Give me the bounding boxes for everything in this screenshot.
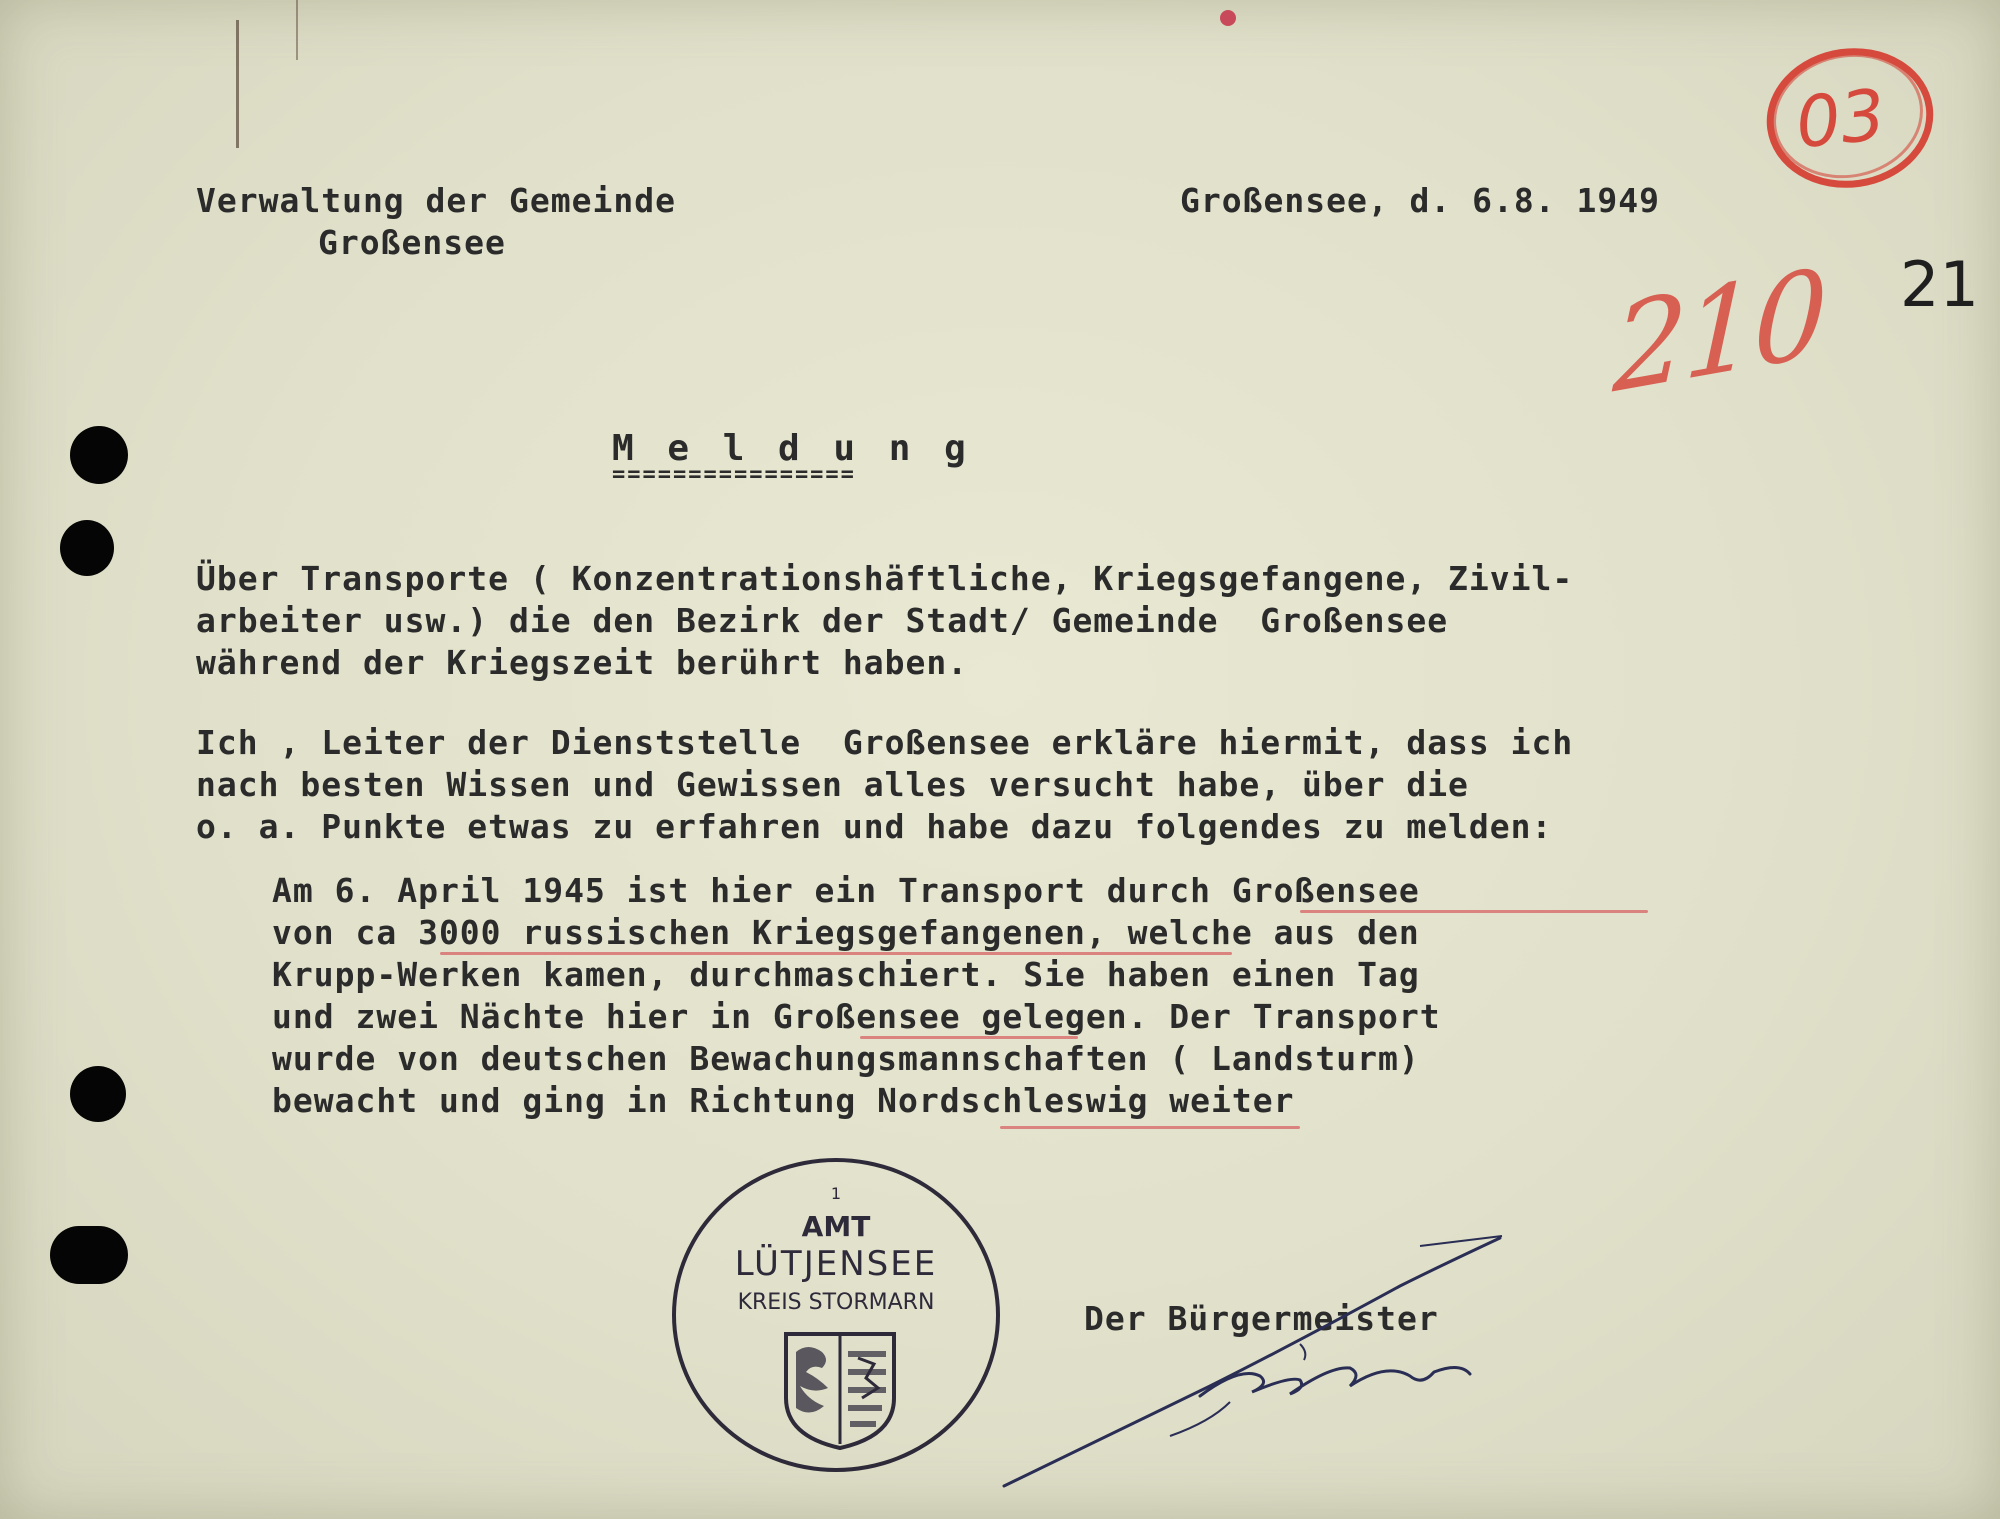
red-underline [440, 952, 1232, 955]
sender-line-2: Großensee [318, 223, 506, 262]
punch-hole [70, 426, 128, 484]
date-line: Großensee, d. 6.8. 1949 [1180, 181, 1660, 220]
punch-hole [60, 520, 114, 576]
stamp-line-1: AMT [801, 1210, 871, 1243]
binder-mark [236, 20, 239, 148]
red-underline [1300, 910, 1648, 913]
report-line-5: wurde von deutschen Bewachungsmannschaften ( Landsturm) [272, 1039, 1420, 1078]
declaration-line-1: Ich , Leiter der Dienststelle Großensee erkläre hiermit, dass ich [196, 723, 1574, 762]
sender-line-1: Verwaltung der Gemeinde [196, 181, 676, 220]
stamp-number: 1 [830, 1184, 842, 1203]
stamp-line-2: LÜTJENSEE [734, 1244, 938, 1284]
circled-number: 03 [1791, 73, 1890, 165]
report-line-6: bewacht und ging in Richtung Nordschleswig weiter [272, 1081, 1295, 1120]
page-number: 21 [1900, 248, 1979, 321]
intro-line-2: arbeiter usw.) die den Bezirk der Stadt/ Gemeinde Großensee [196, 601, 1449, 640]
red-underline [860, 1036, 1078, 1039]
coat-of-arms-icon [778, 1328, 902, 1452]
document-title: M e l d u n g [612, 428, 972, 469]
report-line-4: und zwei Nächte hier in Großensee gelegen. Der Transport [272, 997, 1441, 1036]
intro-line-1: Über Transporte ( Konzentrationshäftliche, Kriegsgefangene, Zivil- [196, 559, 1574, 598]
declaration-line-2: nach besten Wissen und Gewissen alles versucht habe, über die [196, 765, 1469, 804]
report-line-2: von ca 3000 russischen Kriegsgefangenen, welche aus den [272, 913, 1420, 952]
title-underline: ================ [612, 462, 856, 487]
binder-mark [296, 0, 298, 60]
red-underline [1000, 1126, 1300, 1129]
signature-title: Der Bürgermeister [1084, 1299, 1439, 1338]
report-line-3: Krupp-Werken kamen, durchmaschiert. Sie haben einen Tag [272, 955, 1420, 994]
intro-line-3: während der Kriegszeit berührt haben. [196, 643, 969, 682]
report-line-1: Am 6. April 1945 ist hier ein Transport durch Großensee [272, 871, 1420, 910]
punch-hole [50, 1226, 128, 1284]
handwritten-signature [990, 1226, 1530, 1496]
stamp-line-3: KREIS STORMARN [737, 1290, 935, 1315]
declaration-line-3: o. a. Punkte etwas zu erfahren und habe dazu folgendes zu melden: [196, 807, 1553, 846]
official-stamp [672, 1158, 1000, 1472]
punch-hole [70, 1066, 126, 1122]
red-dot [1220, 10, 1236, 26]
red-handwritten-number: 210 [1611, 241, 1827, 421]
